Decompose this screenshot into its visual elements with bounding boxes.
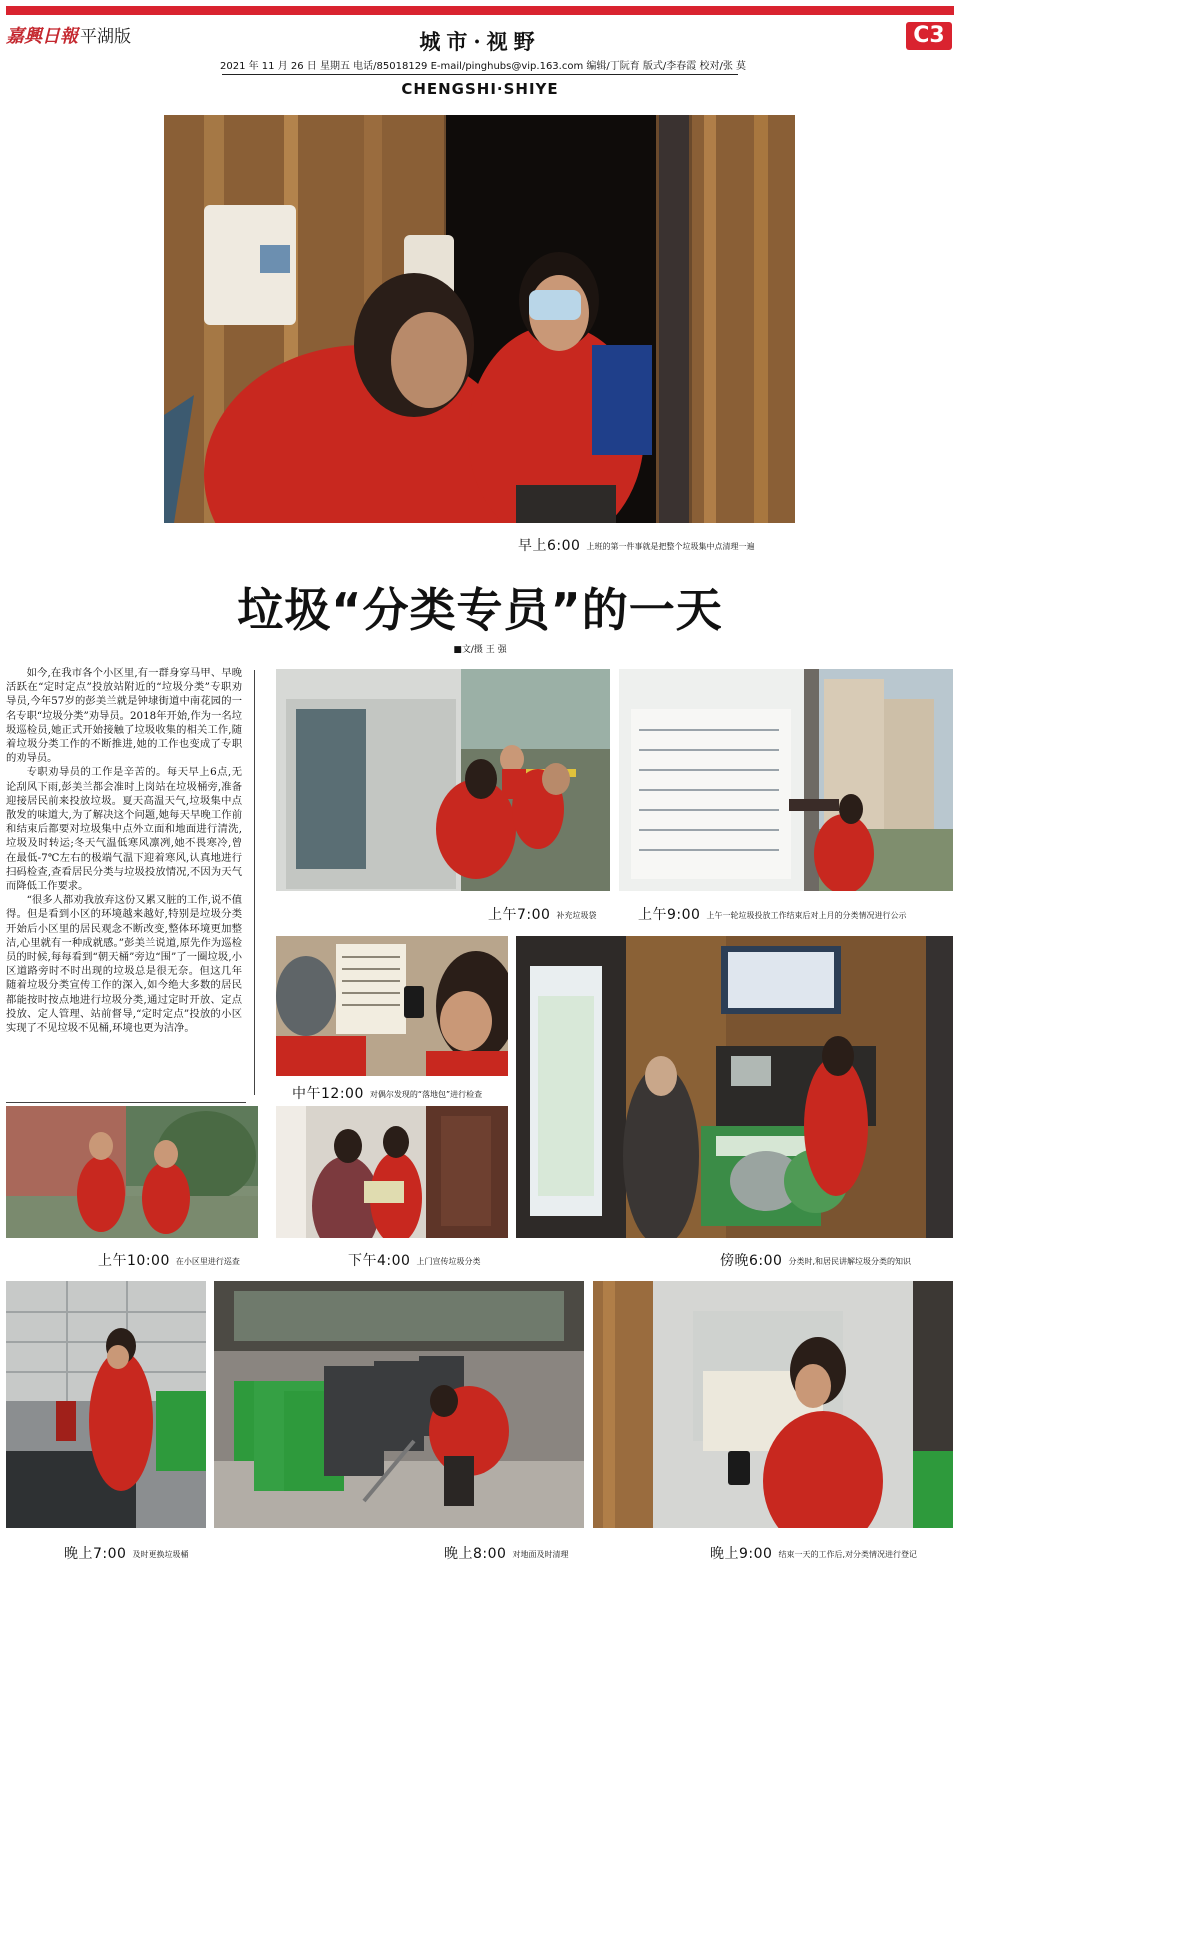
caption-photo-7 — [348, 1250, 480, 1270]
edition-label: 平湖版 — [80, 27, 131, 47]
caption-text: 对地面及时清理 — [512, 1550, 569, 1559]
caption-photo-4 — [292, 1083, 482, 1103]
caption-time: 早上6:00 — [518, 538, 581, 554]
photo-daily-record — [593, 1281, 953, 1528]
article-paragraph: 专职劝导员的工作是辛苦的。每天早上6点,无论刮风下雨,彭美兰都会准时上岗站在垃圾桶旁,准备迎接居民前来投放垃圾。夏天高温天气,垃圾集中点散发的味道大,为了解决这个问题,她每天早晚工作前和结束后都要对垃圾集中点外立面和地面进行清洗,垃圾及时转运;冬天气温低寒风凛冽,她不畏寒冷,曾在最低-7℃左右的极端气温下迎着寒风,认真地进行扫码检查,查看居民分类与垃圾投放情况,不因为天气而降低工作要求。 — [6, 766, 242, 893]
article-body — [6, 666, 242, 1035]
caption-time: 晚上9:00 — [710, 1546, 773, 1562]
page-number-badge: C3 — [906, 22, 952, 50]
caption-photo-3 — [638, 904, 906, 924]
brand-name: 嘉興日報 — [6, 26, 78, 47]
caption-photo-8 — [64, 1543, 188, 1563]
photo-replace-bins — [6, 1281, 206, 1528]
caption-text: 上午一轮垃圾投放工作结束后对上月的分类情况进行公示 — [706, 911, 907, 920]
caption-time: 晚上8:00 — [444, 1546, 507, 1562]
article-paragraph: 如今,在我市各个小区里,有一群身穿马甲、早晚活跃在“定时定点”投放站附近的“垃圾分类”专职劝导员,今年57岁的彭美兰就是钟埭街道中南花园的一名专职“垃圾分类”劝导员。2018年开始,作为一名垃圾巡检员,她正式开始接触了垃圾收集的相关工作,随着垃圾分类工作的不断推进,她的工作也变成了专职的劝导员。 — [6, 667, 242, 765]
caption-time: 下午4:00 — [348, 1253, 411, 1269]
caption-photo-10 — [710, 1543, 917, 1563]
section-title-text: 城市·视野 — [419, 29, 541, 54]
caption-text: 对偶尔发现的“落地包”进行检查 — [369, 1090, 483, 1099]
caption-text: 上门宣传垃圾分类 — [416, 1257, 481, 1266]
caption-text: 及时更换垃圾桶 — [132, 1550, 189, 1559]
caption-time: 上午10:00 — [98, 1253, 170, 1269]
photo-door-to-door — [276, 1106, 508, 1238]
photo-noon-check — [276, 936, 508, 1076]
photo-ground-cleaning — [214, 1281, 584, 1528]
caption-text: 分类时,和居民讲解垃圾分类的知识 — [788, 1257, 911, 1266]
top-red-bar — [6, 6, 954, 15]
headline: 垃圾“分类专员”的一天 — [237, 583, 723, 637]
article-paragraph: “很多人都劝我放弃这份又累又脏的工作,说不值得。但是看到小区的环境越来越好,特别是垃圾分类开始后小区里的居民观念不断改变,整体环境更加整洁,心里就有一种成就感。”彭美兰说道,原先作为巡检员的时候,每每看到“朝天桶”旁边“围”了一圈垃圾,小区道路旁时不时出现的垃圾总是很无奈。但这几年随着垃圾分类宣传工作的深入,如今绝大多数的居民都能按时按点地进行垃圾分类,通过定时开放、定点投放、定人管理、站前督导,“定时定点”投放的小区实现了不见垃圾不见桶,环境也更为洁净。 — [6, 894, 242, 1035]
caption-time: 晚上7:00 — [64, 1546, 127, 1562]
dateline: 2021 年 11 月 26 日 星期五 电话/85018129 E-mail/pinghubs@vip.163.com 编辑/丁阮育 版式/李春霞 校对/张 莫 — [220, 61, 747, 72]
caption-time: 上午9:00 — [638, 907, 701, 923]
caption-photo-9 — [444, 1543, 568, 1563]
photo-evening-explain — [516, 936, 953, 1238]
section-title — [380, 26, 580, 56]
byline: ■文/摄 王 强 — [453, 645, 507, 655]
caption-text: 上班的第一件事就是把整个垃圾集中点清理一遍 — [586, 542, 755, 551]
caption-time: 傍晚6:00 — [720, 1253, 783, 1269]
masthead-rule — [222, 74, 738, 75]
photo-morning-cleaning — [164, 115, 795, 523]
caption-text: 补充垃圾袋 — [556, 911, 597, 920]
section-pinyin: CHENGSHI·SHIYE — [401, 80, 559, 98]
photo-patrol — [6, 1106, 258, 1238]
caption-time: 上午7:00 — [488, 907, 551, 923]
newspaper-brand — [6, 22, 131, 48]
caption-photo-5 — [720, 1250, 911, 1270]
caption-text: 在小区里进行巡查 — [175, 1257, 240, 1266]
caption-photo-2 — [488, 904, 596, 924]
photo-refill-bags — [276, 669, 610, 891]
caption-photo-6 — [98, 1250, 240, 1270]
photo-monthly-notice — [619, 669, 953, 891]
caption-text: 结束一天的工作后,对分类情况进行登记 — [778, 1550, 917, 1559]
column-divider — [254, 670, 255, 1095]
caption-photo-1 — [518, 535, 754, 555]
article-end-rule — [6, 1102, 246, 1103]
caption-time: 中午12:00 — [292, 1086, 364, 1102]
